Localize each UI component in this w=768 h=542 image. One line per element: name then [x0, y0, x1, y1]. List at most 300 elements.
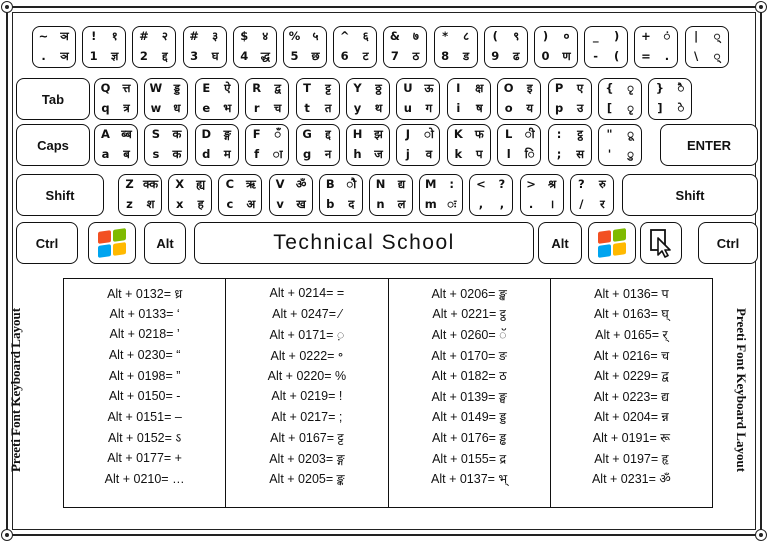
- key-glyph-tl: }: [655, 81, 664, 96]
- char-key[interactable]: [132, 26, 176, 68]
- alt-code-cell: Alt + 0206= ङ्ख: [431, 286, 507, 301]
- char-key[interactable]: [548, 78, 592, 120]
- ctrl-right-key[interactable]: Ctrl: [698, 222, 758, 264]
- key-glyph-tr: ड्ड: [173, 81, 180, 96]
- key-glyph-bl: a: [101, 147, 110, 162]
- corner-ornament-icon: [1, 529, 13, 541]
- key-glyph-tl: Z: [125, 177, 134, 192]
- key-glyph-br: त: [324, 101, 332, 116]
- char-key[interactable]: [396, 124, 440, 166]
- key-glyph-bl: w: [150, 101, 162, 116]
- key-glyph-tl: Q: [100, 81, 111, 96]
- char-key[interactable]: [296, 78, 340, 120]
- key-glyph-bl: ]: [657, 101, 663, 116]
- alt-code-column: [388, 279, 550, 507]
- key-glyph-tl: D: [201, 127, 212, 142]
- key-glyph-tr: ञ: [60, 29, 69, 44]
- key-glyph-tr: ऋ: [245, 177, 256, 192]
- key-glyph-tl: P: [554, 81, 564, 96]
- key-glyph-tl: <: [476, 177, 486, 192]
- char-key[interactable]: [82, 26, 126, 68]
- key-glyph-tr: ङ्ग: [223, 127, 231, 142]
- corner-ornament-icon: [1, 1, 13, 13]
- key-glyph-bl: /: [579, 197, 584, 212]
- alt-code-cell: Alt + 0218= ’: [109, 327, 180, 342]
- key-glyph-br: ,: [499, 197, 505, 212]
- alt-code-cell: Alt + 0155= द्र: [432, 451, 507, 466]
- char-key[interactable]: [346, 124, 390, 166]
- key-glyph-br: ज्ञ: [111, 49, 119, 64]
- key-glyph-br: च: [274, 101, 282, 116]
- char-key[interactable]: [396, 78, 440, 120]
- key-glyph-bl: 0: [541, 49, 550, 64]
- alt-code-cell: Alt + 0204= न्न: [594, 410, 669, 425]
- char-key[interactable]: [648, 78, 692, 120]
- char-key[interactable]: [634, 26, 678, 68]
- key-glyph-bl: h: [353, 147, 362, 162]
- key-glyph-bl: 3: [190, 49, 199, 64]
- key-glyph-tl: ": [606, 127, 613, 142]
- alt-code-cell: Alt + 0132= ध्र: [107, 286, 183, 301]
- alt-code-cell: Alt + 0150= -: [108, 389, 181, 404]
- alt-code-cell: Alt + 0197= हृ: [594, 451, 669, 466]
- key-glyph-tl: +: [641, 29, 651, 44]
- key-glyph-tr: ३: [212, 29, 219, 44]
- key-glyph-tl: %: [288, 29, 301, 44]
- alt-code-cell: Alt + 0139= ङ्घ: [431, 389, 507, 404]
- key-glyph-tl: U: [403, 81, 413, 96]
- key-glyph-bl: p: [554, 101, 564, 116]
- char-key[interactable]: [195, 78, 239, 120]
- char-key[interactable]: [218, 174, 262, 216]
- alt-code-cell: Alt + 0177= +: [107, 451, 182, 466]
- key-glyph-bl: v: [276, 197, 284, 212]
- char-key[interactable]: [469, 174, 513, 216]
- key-glyph-bl: =: [641, 49, 651, 64]
- key-glyph-bl: 9: [491, 49, 500, 64]
- key-glyph-tr: श्र: [548, 177, 557, 192]
- key-glyph-tr: ए: [576, 81, 584, 96]
- key-glyph-br: ु: [627, 147, 634, 162]
- key-glyph-tl: T: [303, 81, 312, 96]
- key-glyph-tr: त्त: [122, 81, 131, 96]
- key-glyph-br: र: [599, 197, 605, 212]
- key-glyph-bl: y: [353, 101, 362, 116]
- char-key[interactable]: [195, 124, 239, 166]
- keyboard-row-modifiers: [16, 222, 760, 268]
- alt-code-cell: Alt + 0210= …: [104, 471, 185, 486]
- key-glyph-br: ृ: [627, 101, 634, 116]
- char-key[interactable]: [245, 124, 289, 166]
- key-glyph-tl: B: [325, 177, 335, 192]
- key-glyph-bl: g: [302, 147, 312, 162]
- key-glyph-bl: e: [202, 101, 211, 116]
- keyboard-row-home: [16, 124, 760, 170]
- key-glyph-tr: ू: [627, 127, 634, 142]
- key-glyph-br: ह: [197, 197, 204, 212]
- key-glyph-tr: ौ: [346, 177, 357, 192]
- windows-left-key[interactable]: [88, 222, 136, 264]
- key-glyph-tr: ७: [412, 29, 419, 44]
- alt-code-cell: Alt + 0133= ‘: [109, 306, 180, 321]
- key-glyph-tl: E: [202, 81, 211, 96]
- key-glyph-br: भ: [223, 101, 232, 116]
- key-glyph-br: (: [614, 49, 620, 64]
- char-key[interactable]: [447, 78, 491, 120]
- key-glyph-tr: ्: [713, 29, 721, 44]
- alt-code-cell: Alt + 0216= च: [593, 348, 670, 363]
- windows-logo-icon: [598, 228, 626, 258]
- char-key[interactable]: [118, 174, 162, 216]
- key-glyph-tr: ८: [463, 29, 470, 44]
- ctrl-left-key[interactable]: Ctrl: [16, 222, 78, 264]
- key-glyph-br: ढ: [513, 49, 520, 64]
- key-glyph-br: ल: [397, 197, 406, 212]
- char-key[interactable]: [685, 26, 729, 68]
- key-glyph-tr: ो: [423, 127, 434, 142]
- char-key[interactable]: [419, 174, 463, 216]
- key-glyph-br: ा: [272, 147, 283, 162]
- alt-code-cell: Alt + 0170= ङ: [431, 348, 507, 363]
- key-glyph-tl: (: [492, 29, 498, 44]
- key-glyph-bl: 8: [441, 49, 450, 64]
- caps-key[interactable]: Caps: [16, 124, 90, 166]
- key-glyph-br: ञ: [60, 49, 69, 64]
- key-glyph-tr: १: [111, 29, 118, 44]
- menu-key[interactable]: [640, 222, 682, 264]
- key-glyph-bl: l: [506, 147, 511, 162]
- key-glyph-bl: x: [175, 197, 184, 212]
- char-key[interactable]: [168, 174, 212, 216]
- alt-code-cell: Alt + 0171= ़: [269, 327, 345, 342]
- key-glyph-tr: ?: [498, 177, 506, 192]
- key-glyph-tl: #: [139, 29, 149, 44]
- alt-code-cell: Alt + 0203= ङ्ग: [269, 451, 345, 466]
- key-glyph-tl: #: [189, 29, 199, 44]
- char-key[interactable]: [369, 174, 413, 216]
- key-glyph-tr: ): [614, 29, 620, 44]
- key-glyph-tr: ४: [262, 29, 269, 44]
- key-glyph-br: ड: [463, 49, 470, 64]
- alt-code-cell: Alt + 0229= द्व: [594, 369, 669, 384]
- alt-left-key[interactable]: Alt: [144, 222, 186, 264]
- char-key[interactable]: [598, 124, 642, 166]
- key-glyph-tr: ६: [362, 29, 369, 44]
- key-glyph-bl: q: [101, 101, 110, 116]
- char-key[interactable]: [598, 78, 642, 120]
- key-glyph-br: ख: [296, 197, 306, 212]
- key-glyph-tr: ृ: [627, 81, 634, 96]
- key-glyph-tr: क्ष: [475, 81, 484, 96]
- char-key[interactable]: [534, 26, 578, 68]
- alt-code-cell: Alt + 0191= रू: [592, 430, 670, 445]
- key-glyph-bl: m: [424, 197, 437, 212]
- alt-code-cell: Alt + 0149= ड्ड: [432, 410, 507, 425]
- key-glyph-br: .: [664, 49, 670, 64]
- key-glyph-br: म: [223, 147, 231, 162]
- key-glyph-tl: K: [453, 127, 463, 142]
- key-glyph-bl: 1: [89, 49, 98, 64]
- key-glyph-bl: .: [41, 49, 46, 64]
- key-glyph-tr: झ: [374, 127, 383, 142]
- shift-right-key[interactable]: Shift: [622, 174, 758, 216]
- key-glyph-tl: O: [503, 81, 514, 96]
- key-glyph-br: द्ध: [260, 49, 270, 64]
- key-glyph-tl: C: [225, 177, 235, 192]
- key-glyph-bl: ;: [556, 147, 562, 162]
- key-glyph-tr: ॐ: [295, 177, 307, 192]
- key-glyph-bl: -: [593, 49, 599, 64]
- space-key[interactable]: Technical School: [194, 222, 534, 264]
- key-glyph-tl: Y: [353, 81, 362, 96]
- key-glyph-tl: N: [375, 177, 386, 192]
- alt-code-column: [64, 279, 225, 507]
- alt-code-cell: Alt + 0151= –: [107, 409, 182, 424]
- key-glyph-bl: ,: [478, 197, 484, 212]
- key-glyph-tr: क्क: [142, 177, 159, 192]
- windows-right-key[interactable]: [588, 222, 636, 264]
- key-glyph-tl: R: [252, 81, 262, 96]
- key-glyph-br: ण: [562, 49, 571, 64]
- key-glyph-br: ब: [123, 147, 130, 162]
- alt-code-cell: Alt + 0220= %: [267, 368, 347, 383]
- alt-code-cell: Alt + 0165= र्: [595, 327, 668, 342]
- key-glyph-br: े: [677, 101, 685, 116]
- key-glyph-bl: [: [606, 101, 613, 116]
- key-glyph-tl: {: [605, 81, 614, 96]
- key-glyph-bl: b: [326, 197, 335, 212]
- key-glyph-bl: 6: [340, 49, 349, 64]
- key-glyph-tl: *: [442, 29, 449, 44]
- windows-logo-icon: [98, 228, 126, 258]
- key-glyph-tl: !: [91, 29, 97, 44]
- key-glyph-tr: ी: [524, 127, 535, 142]
- alt-code-cell: Alt + 0152= ऽ: [107, 430, 182, 445]
- key-glyph-br: त्र: [123, 101, 130, 116]
- key-glyph-br: छ: [311, 49, 320, 64]
- char-key[interactable]: [269, 174, 313, 216]
- key-glyph-tl: >: [526, 177, 536, 192]
- alt-code-cell: Alt + 0221= ट्ठ: [432, 307, 506, 322]
- key-glyph-tl: X: [175, 177, 185, 192]
- key-glyph-tr: ५: [312, 29, 319, 44]
- key-glyph-br: ध: [173, 101, 181, 116]
- key-glyph-tl: $: [240, 29, 249, 44]
- alt-right-key[interactable]: Alt: [538, 222, 582, 264]
- key-glyph-bl: s: [152, 147, 160, 162]
- key-glyph-bl: n: [376, 197, 385, 212]
- key-glyph-bl: r: [253, 101, 260, 116]
- key-glyph-bl: 5: [290, 49, 299, 64]
- key-glyph-br: ि: [524, 147, 535, 162]
- keyboard-row-number: [16, 26, 760, 72]
- key-glyph-br: ष: [475, 101, 483, 116]
- key-glyph-tr: ठ्ठ: [375, 81, 382, 96]
- char-key[interactable]: [383, 26, 427, 68]
- alt-code-cell: Alt + 0230= “: [108, 348, 181, 363]
- key-glyph-br: घ: [211, 49, 219, 64]
- key-glyph-tr: ँ: [274, 127, 282, 142]
- alt-code-cell: Alt + 0176= ड्ढ: [432, 430, 507, 445]
- key-glyph-bl: .: [528, 197, 534, 212]
- char-key[interactable]: [447, 124, 491, 166]
- key-glyph-tl: A: [101, 127, 110, 142]
- tab-key[interactable]: Tab: [16, 78, 90, 120]
- key-glyph-br: ठ: [412, 49, 420, 64]
- key-glyph-tr: ०: [563, 29, 570, 44]
- key-glyph-br: ्: [713, 49, 721, 64]
- key-glyph-tr: द्व: [274, 81, 281, 96]
- key-glyph-br: ग: [425, 101, 433, 116]
- alt-code-cell: Alt + 0163= घ्: [593, 307, 669, 322]
- char-key[interactable]: [497, 124, 541, 166]
- key-glyph-tr: इ: [526, 81, 533, 96]
- key-glyph-bl: k: [454, 147, 463, 162]
- char-key[interactable]: [283, 26, 327, 68]
- alt-code-cell: Alt + 0136= प: [594, 286, 669, 301]
- key-glyph-bl: z: [126, 197, 133, 212]
- char-key[interactable]: [497, 78, 541, 120]
- char-key[interactable]: [94, 78, 138, 120]
- char-key[interactable]: [144, 78, 188, 120]
- char-key[interactable]: [144, 124, 188, 166]
- key-glyph-tl: ~: [38, 29, 49, 44]
- key-glyph-tl: I: [456, 81, 461, 96]
- key-glyph-br: अ: [246, 197, 256, 212]
- key-glyph-bl: \: [693, 49, 699, 64]
- key-glyph-br: न: [324, 147, 332, 162]
- char-key[interactable]: [245, 78, 289, 120]
- side-title-right: Preeti Font Keyboard Layout: [734, 307, 749, 473]
- key-glyph-tr: फ: [474, 127, 484, 142]
- keyboard-row-bottom: [16, 174, 760, 220]
- key-glyph-br: य: [526, 101, 534, 116]
- key-glyph-bl: d: [202, 147, 211, 162]
- key-glyph-bl: 2: [139, 49, 148, 64]
- key-glyph-tr: ट्ट: [325, 81, 331, 96]
- key-glyph-br: थ: [374, 101, 383, 116]
- key-glyph-bl: u: [403, 101, 412, 116]
- key-glyph-bl: o: [504, 101, 513, 116]
- alt-code-cell: Alt + 0222= ॰: [270, 348, 344, 363]
- key-glyph-bl: t: [304, 101, 310, 116]
- enter-key[interactable]: ENTER: [660, 124, 758, 166]
- key-glyph-tl: W: [149, 81, 163, 96]
- char-key[interactable]: [434, 26, 478, 68]
- alt-code-cell: Alt + 0260= ॅ: [431, 327, 507, 342]
- key-glyph-tl: _: [592, 29, 599, 44]
- key-glyph-bl: i: [456, 101, 461, 116]
- key-glyph-tl: H: [352, 127, 363, 142]
- char-key[interactable]: [233, 26, 277, 68]
- alt-code-table: [63, 278, 713, 508]
- key-glyph-br: व: [425, 147, 433, 162]
- key-glyph-tr: क: [172, 127, 182, 142]
- char-key[interactable]: [584, 26, 628, 68]
- alt-code-cell: Alt + 0217= ;: [271, 409, 343, 424]
- key-glyph-tr: ं: [663, 29, 671, 44]
- key-glyph-br: स: [576, 147, 584, 162]
- key-glyph-tr: ह्य: [196, 177, 206, 192]
- alt-code-cell: Alt + 0137= भ्: [431, 472, 508, 487]
- alt-code-cell: Alt + 0219= !: [271, 389, 343, 404]
- key-glyph-br: ट: [362, 49, 369, 64]
- key-glyph-tl: S: [151, 127, 161, 142]
- alt-code-column: [550, 279, 712, 507]
- key-glyph-bl: c: [226, 197, 234, 212]
- key-glyph-tl: M: [424, 177, 437, 192]
- key-glyph-tr: द्य: [397, 177, 406, 192]
- alt-code-cell: Alt + 0247= ⁄: [272, 306, 342, 321]
- alt-code-cell: Alt + 0223= द्य: [593, 389, 670, 404]
- context-menu-cursor-icon: [649, 228, 673, 258]
- key-glyph-tl: &: [389, 29, 400, 44]
- key-glyph-tr: द्द: [325, 127, 331, 142]
- key-glyph-tr: ट्ठ: [577, 127, 583, 142]
- key-glyph-tr: ऊ: [424, 81, 434, 96]
- key-glyph-br: ज: [374, 147, 383, 162]
- alt-code-cell: Alt + 0214= =: [269, 286, 345, 301]
- key-glyph-tl: G: [302, 127, 312, 142]
- key-glyph-br: द: [348, 197, 355, 212]
- key-glyph-tl: |: [693, 29, 699, 44]
- key-glyph-bl: f: [254, 147, 260, 162]
- key-glyph-br: ः: [447, 197, 457, 212]
- char-key[interactable]: [346, 78, 390, 120]
- alt-code-cell: Alt + 0182= ठ: [431, 369, 507, 384]
- key-glyph-br: ।: [549, 197, 555, 212]
- key-glyph-br: उ: [576, 101, 584, 116]
- char-key[interactable]: [548, 124, 592, 166]
- char-key[interactable]: [333, 26, 377, 68]
- key-glyph-tr: ९: [513, 29, 520, 44]
- char-key[interactable]: [94, 124, 138, 166]
- key-glyph-tl: F: [252, 127, 261, 142]
- key-glyph-tr: :: [449, 177, 454, 192]
- char-key[interactable]: [570, 174, 614, 216]
- char-key[interactable]: [32, 26, 76, 68]
- char-key[interactable]: [484, 26, 528, 68]
- key-glyph-tr: ै: [677, 81, 685, 96]
- key-glyph-tl: :: [556, 127, 562, 142]
- char-key[interactable]: [319, 174, 363, 216]
- side-title-left: Preeti Font Keyboard Layout: [8, 307, 23, 473]
- key-glyph-bl: 4: [240, 49, 249, 64]
- char-key[interactable]: [183, 26, 227, 68]
- alt-code-cell: Alt + 0167= ट्ट: [270, 430, 344, 445]
- shift-left-key[interactable]: Shift: [16, 174, 104, 216]
- key-glyph-tl: ^: [339, 29, 350, 44]
- alt-code-column: [225, 279, 387, 507]
- key-glyph-tr: २: [161, 29, 168, 44]
- key-glyph-tl: ?: [577, 177, 585, 192]
- char-key[interactable]: [520, 174, 564, 216]
- keyboard-row-qwerty: [16, 78, 760, 124]
- alt-code-cell: Alt + 0231= ॐ: [591, 472, 671, 487]
- key-glyph-tl: V: [275, 177, 285, 192]
- char-key[interactable]: [296, 124, 340, 166]
- key-glyph-bl: ': [607, 147, 612, 162]
- key-glyph-tr: ऐ: [224, 81, 231, 96]
- key-glyph-br: श: [146, 197, 155, 212]
- key-glyph-br: प: [476, 147, 483, 162]
- key-glyph-bl: j: [405, 147, 410, 162]
- key-glyph-tr: रु: [598, 177, 606, 192]
- key-glyph-tl: ): [542, 29, 549, 44]
- key-glyph-br: द्द: [162, 49, 168, 64]
- key-glyph-tl: J: [405, 127, 411, 142]
- corner-ornament-icon: [755, 529, 767, 541]
